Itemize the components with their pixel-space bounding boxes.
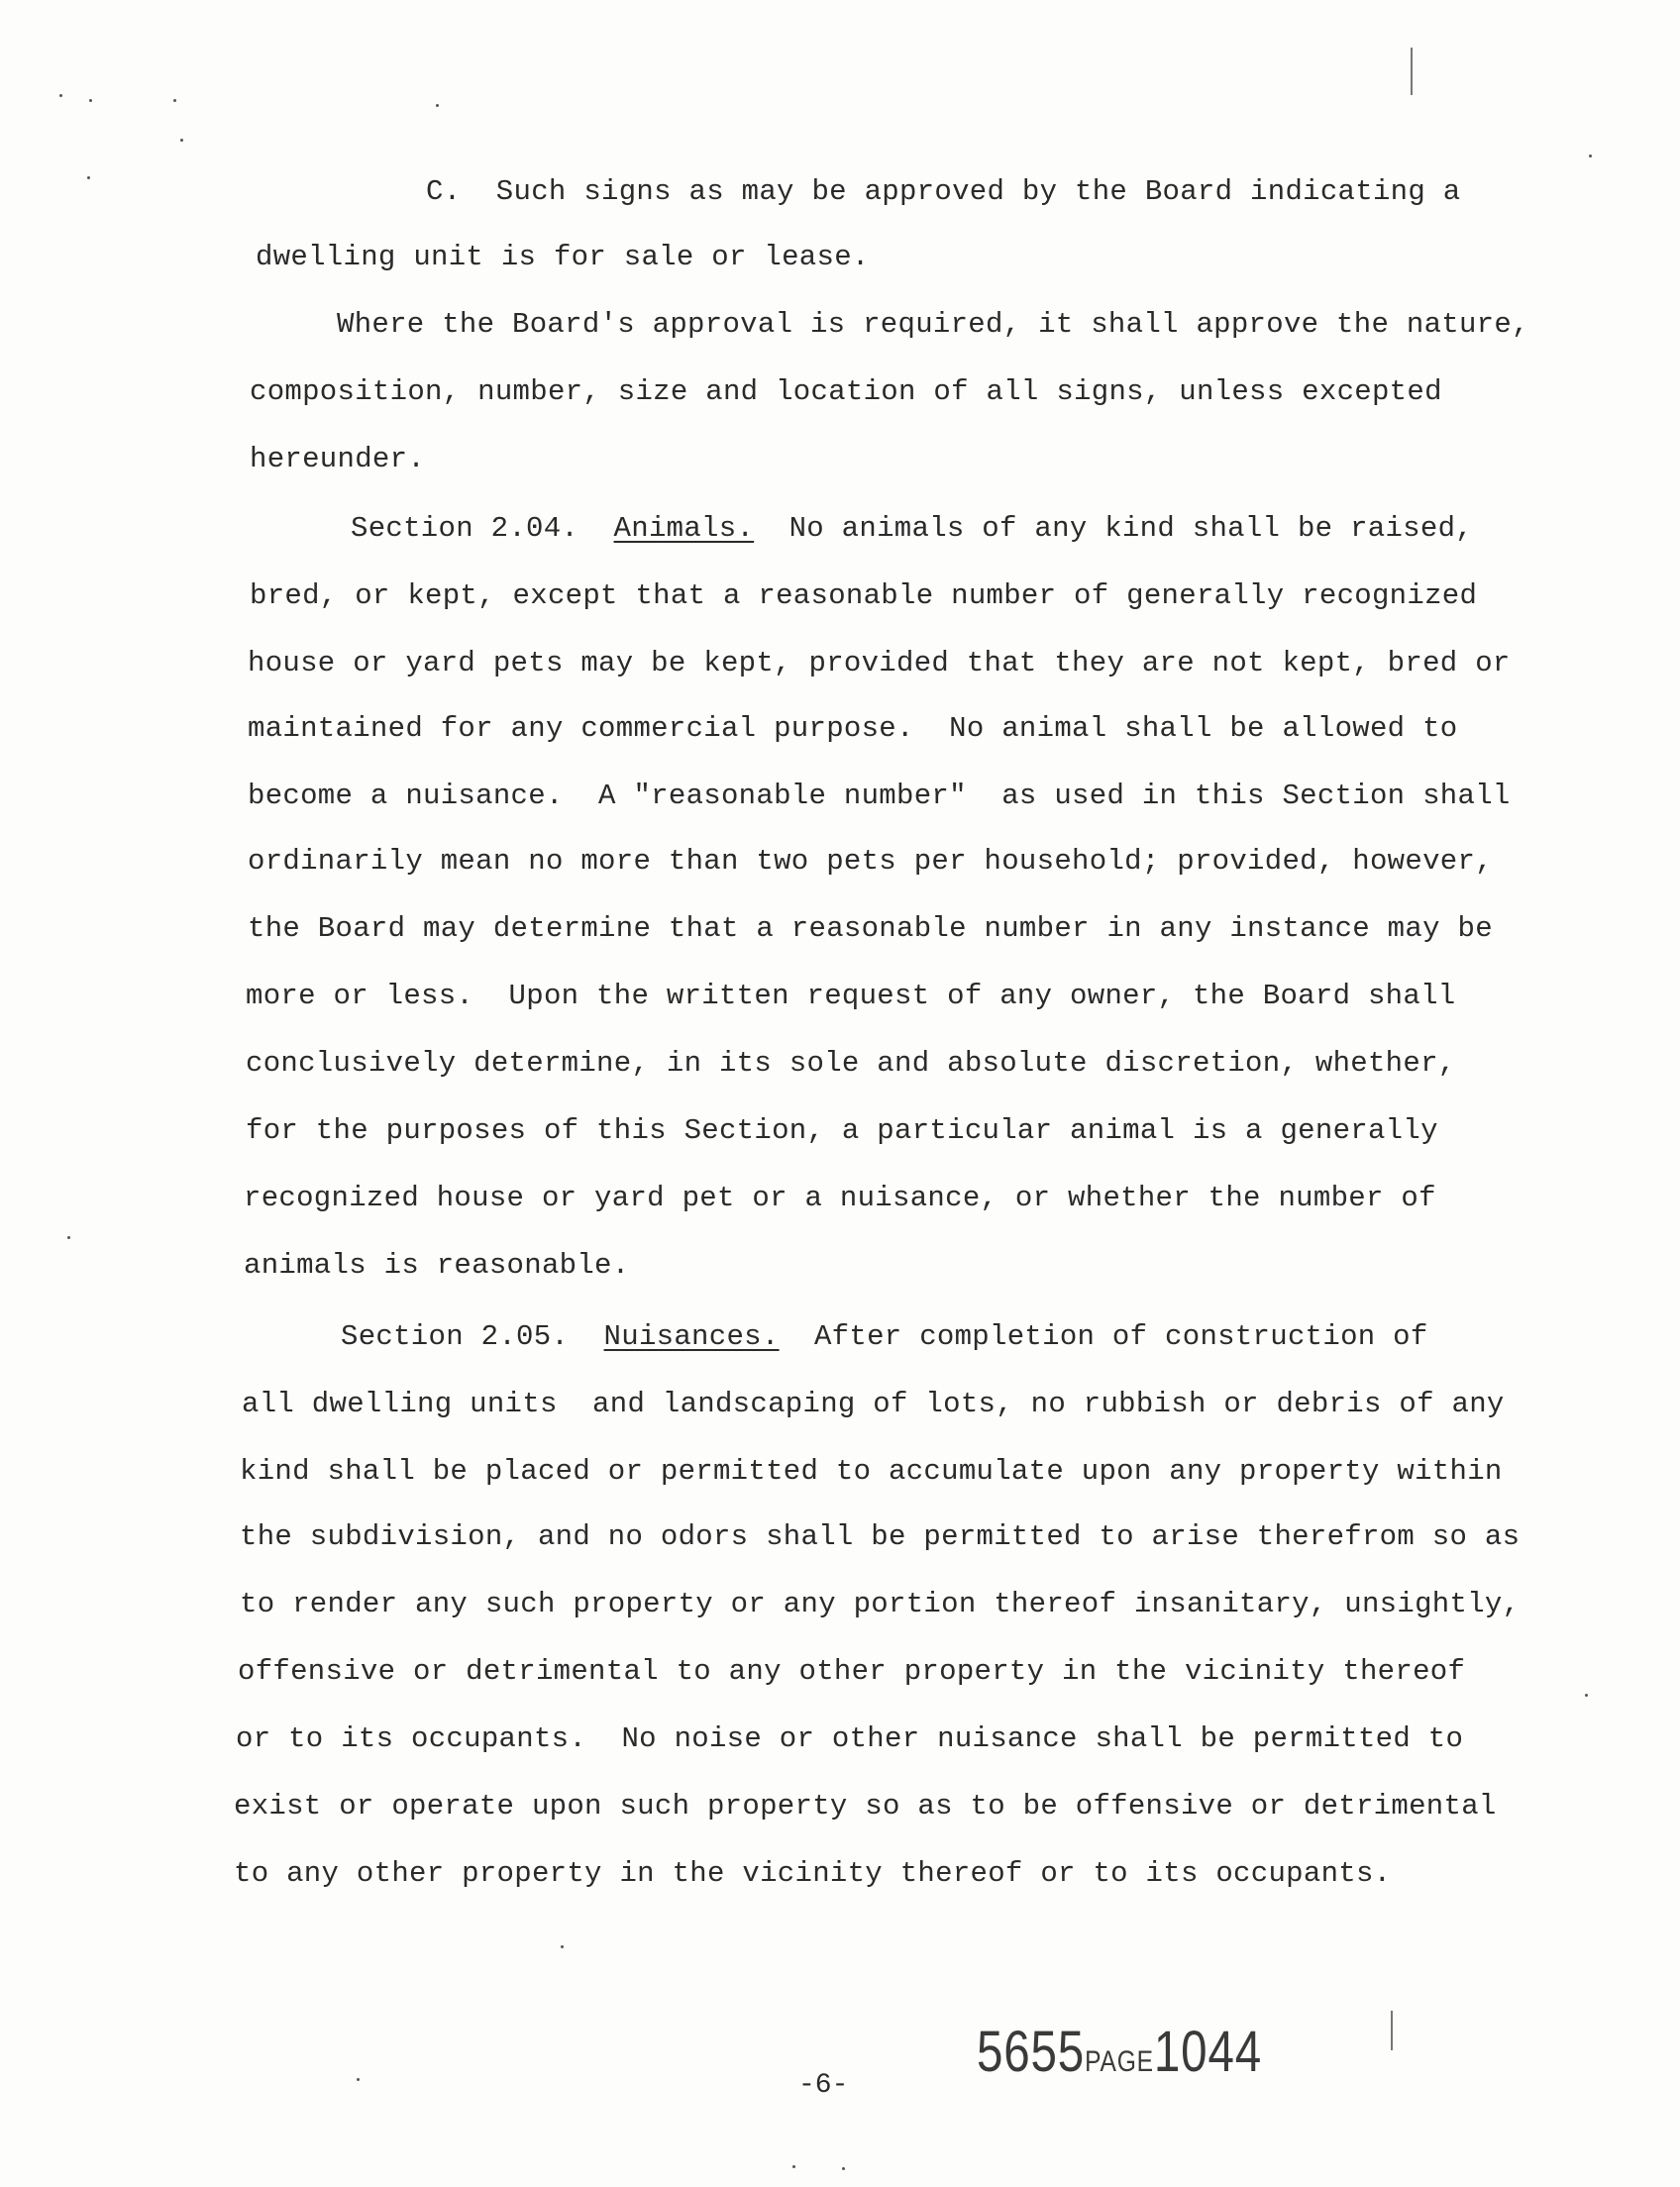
page-number: -6-: [798, 2070, 849, 2101]
scan-speck: [1589, 155, 1592, 157]
scan-speck: [842, 2167, 845, 2170]
scan-mark: [1411, 48, 1413, 95]
scan-speck: [180, 139, 183, 142]
text-line: the subdivision, and no odors shall be permitted to arise therefrom so as: [240, 1520, 1521, 1553]
section-number: Section 2.04.: [351, 512, 579, 545]
text-line: recognized house or yard pet or a nuisance, or whether the number of: [244, 1182, 1436, 1214]
section-number: Section 2.05.: [341, 1320, 570, 1353]
text-line: Where the Board's approval is required, it shall approve the nature,: [337, 308, 1529, 341]
section-text: No animals of any kind shall be raised,: [788, 512, 1473, 545]
text-line: hereunder.: [250, 443, 426, 475]
text-line: composition, number, size and location of all signs, unless excepted: [250, 375, 1442, 408]
scan-mark: [1391, 2011, 1393, 2050]
text-line: to any other property in the vicinity thereof or to its occupants.: [234, 1857, 1392, 1890]
text-line: conclusively determine, in its sole and absolute discretion, whether,: [246, 1047, 1456, 1080]
scan-speck: [561, 1945, 564, 1948]
section-2-04-heading-line: [351, 511, 1473, 547]
scan-speck: [59, 94, 62, 97]
stamp-page: 1044: [1153, 2020, 1262, 2084]
text-line: more or less. Upon the written request of any owner, the Board shall: [246, 980, 1456, 1012]
text-line: maintained for any commercial purpose. No animal shall be allowed to: [248, 712, 1458, 745]
stamp-page-label: PAGE: [1085, 2045, 1154, 2078]
scan-speck: [67, 1236, 70, 1239]
text-line: exist or operate upon such property so as to be offensive or detrimental: [234, 1790, 1497, 1822]
text-line: to render any such property or any portion thereof insanitary, unsightly,: [240, 1588, 1521, 1620]
text-line: offensive or detrimental to any other property in the vicinity thereof: [238, 1655, 1466, 1688]
text-line: bred, or kept, except that a reasonable number of generally recognized: [250, 579, 1478, 612]
text-line: C. Such signs as may be approved by the Board indicating a: [426, 175, 1461, 208]
scan-speck: [173, 99, 176, 102]
text-line: become a nuisance. A "reasonable number" as used in this Section shall: [248, 780, 1511, 812]
text-line: house or yard pets may be kept, provided that they are not kept, bred or: [248, 647, 1511, 679]
scan-speck: [87, 176, 90, 179]
recording-stamp: [977, 2019, 1262, 2085]
text-line: or to its occupants. No noise or other nuisance shall be permitted to: [236, 1722, 1464, 1755]
text-line: kind shall be placed or permitted to accumulate upon any property within: [240, 1455, 1503, 1488]
text-line: ordinarily mean no more than two pets per household; provided, however,: [248, 845, 1493, 878]
text-line: the Board may determine that a reasonable number in any instance may be: [248, 912, 1493, 945]
stamp-book: 5655: [977, 2020, 1086, 2084]
section-title: Animals.: [613, 512, 755, 545]
text-line: all dwelling units and landscaping of lots, no rubbish or debris of any: [242, 1388, 1505, 1420]
scan-speck: [792, 2165, 795, 2168]
section-2-05-heading-line: [341, 1319, 1428, 1355]
text-line: for the purposes of this Section, a particular animal is a generally: [246, 1114, 1438, 1147]
scan-speck: [357, 2078, 360, 2081]
scan-speck: [1585, 1694, 1588, 1697]
text-line: dwelling unit is for sale or lease.: [256, 241, 870, 273]
scan-speck: [89, 99, 92, 102]
text-line: animals is reasonable.: [244, 1249, 630, 1282]
section-text: After completion of construction of: [813, 1320, 1428, 1353]
section-title: Nuisances.: [603, 1320, 780, 1353]
scan-speck: [436, 104, 439, 107]
